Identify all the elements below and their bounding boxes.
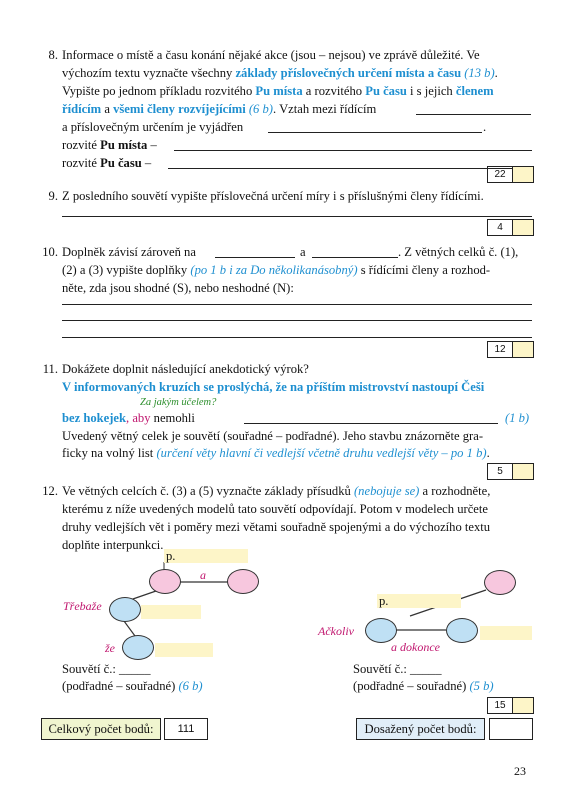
q8-line-6: rozvité Pu místa – [62,138,157,152]
conjunction-label: a dokonce [391,640,440,654]
q10-line-2: (2) a (3) vypište doplňky (po 1 b i za Do několikanásobný) s řídícími členy a rozhod- [62,263,491,277]
question-number: 8. [48,48,58,62]
q11-line-2: V informovaných kruzích se proslýchá, že na příštím mistrovství nastoupí Češi [62,380,485,394]
hint-label: Za jakým účelem? [140,397,217,408]
answer-field[interactable] [480,626,532,640]
score-box: 5 [487,463,534,480]
conjunction-label: Ačkoliv [318,624,354,638]
q10-line-1a: Doplněk závisí zároveň na [62,245,196,259]
q8-line-7: rozvité Pu času – [62,156,152,170]
q12-line-1: Ve větných celcích č. (3) a (5) vyznačte základy přísudků (nebojuje se) a rozhodněte, [62,484,491,498]
score-box: 22 [487,166,534,183]
q12-line-2: kterému z níže uvedených modelů tato souvětí odpovídají. Potom v modelech určete [62,502,488,516]
q12-line-4: doplňte interpunkci. [62,538,164,552]
q11-line-1: Dokážete doplnit následující anekdotický výrok? [62,362,309,376]
total-points-value: 111 [164,718,208,740]
q10-line-1c: . Z větných celků č. (1), [398,245,519,259]
question-number: 11. [42,362,58,376]
q9-text: Z posledního souvětí vypište příslovečná určení míry i s příslušnými členy řídícími. [62,189,484,203]
sentence-number-label: Souvětí č.: _____ [353,662,442,676]
q11-line-4: Uvedený větný celek je souvětí (souřadné – podřadné). Jeho stavbu znázorněte gra- [62,429,484,443]
sentence-type-label: (podřadné – souřadné) (6 b) [62,679,203,693]
answer-field[interactable] [377,594,461,608]
q11-line-3: bez hokejek, aby nemohli [62,411,195,425]
q8-line-3: Vypište po jednom příkladu rozvitého Pu místa a rozvitého Pu času i s jejich členem [62,84,494,98]
score-box: 12 [487,341,534,358]
question-number: 12. [42,484,58,498]
conjunction-label: že [105,641,115,655]
achieved-points-label: Dosažený počet bodů: [356,718,485,740]
achieved-points-input[interactable] [489,718,533,740]
period: . [483,120,487,134]
points-label: (1 b) [505,411,530,425]
q11-line-5: ficky na volný list (určení věty hlavní či vedlejší včetně druhu vedlejší věty – po 1 b). [62,446,490,460]
p-label: p. [166,549,176,563]
q8-line-4: řídícím a všemi členy rozvíjejícími (6 b). Vztah mezi řídícím [62,102,377,116]
question-number: 9. [48,189,58,203]
main-clause-node [484,570,516,595]
score-box: 15 [487,697,534,714]
q8-line-5: a příslovečným určením je vyjádřen [62,120,244,134]
p-label: p. [379,594,389,608]
score-input[interactable] [513,698,533,713]
sentence-number-label: Souvětí č.: _____ [62,662,151,676]
total-points-label: Celkový počet bodů: [41,718,161,740]
sentence-type-label: (podřadné – souřadné) (5 b) [353,679,494,693]
conjunction-label: a [200,568,206,582]
subordinate-clause-node [446,618,478,643]
question-number: 10. [42,245,58,259]
q10-line-1b: a [300,245,306,259]
q12-line-3: druhy vedlejších vět i poměry mezi větami souřadně spojenými a do výchozího textu [62,520,491,534]
q8-line-1: Informace o místě a času konání nějaké akce (jsou – nejsou) ve zprávě důležité. Ve [62,48,480,62]
page-number: 23 [514,764,526,778]
q8-line-2: výchozím textu vyznačte všechny základy příslovečných určení místa a času (13 b). [62,66,498,80]
q10-line-3: něte, zda jsou shodné (S), nebo neshodné (N): [62,281,294,295]
conjunction-label: Třebaže [63,599,102,613]
score-box: 4 [487,219,534,236]
